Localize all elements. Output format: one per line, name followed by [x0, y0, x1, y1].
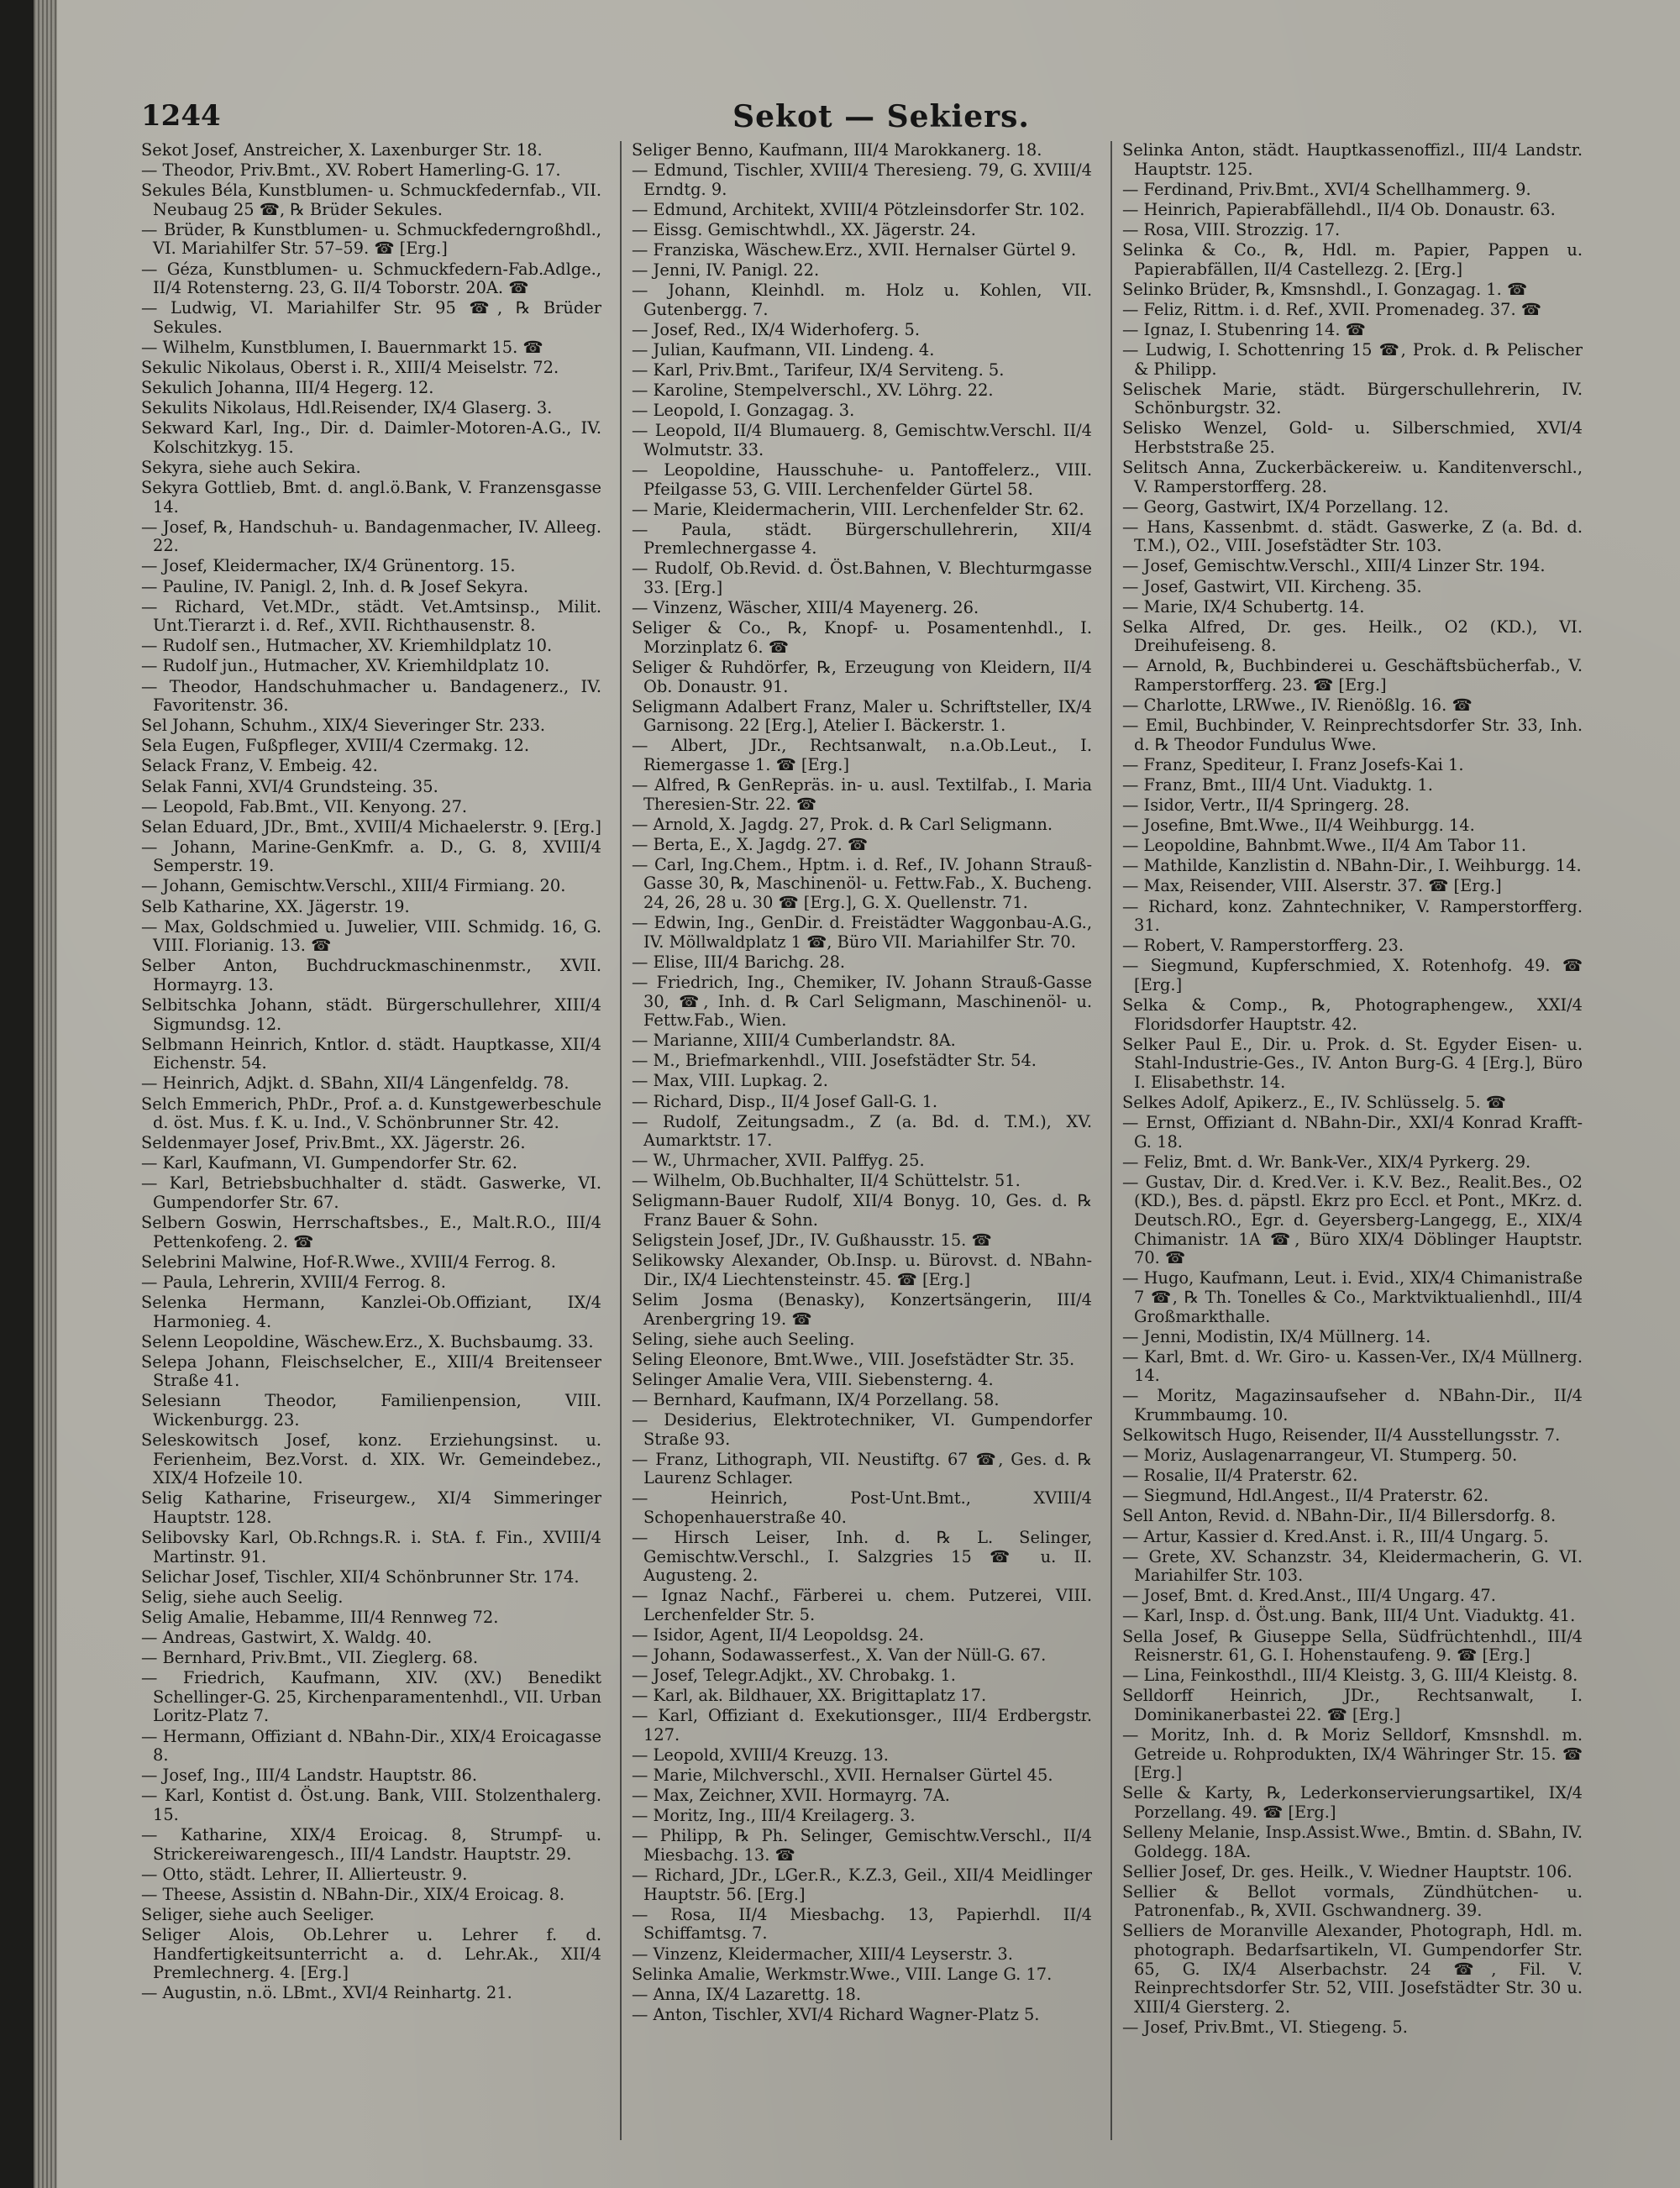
directory-entry: Selinko Brüder, ℞, Kmsnshdl., I. Gonzagag. 1. ☎: [1122, 279, 1528, 299]
directory-entry: Selinger Amalie Vera, VIII. Siebensterng. 4.: [632, 1369, 994, 1389]
directory-column-1: [141, 141, 601, 2157]
directory-entry: — Josef, Gemischtw.Verschl., XIII/4 Linzer Str. 194.: [1122, 556, 1546, 576]
directory-entry: Sekulich Johanna, III/4 Hegerg. 12.: [141, 378, 434, 398]
directory-entry: Selb Katharine, XX. Jägerstr. 19.: [141, 896, 410, 916]
directory-entry: Selisko Wenzel, Gold- u. Silberschmied, XVI/4 Herbststraße 25.: [1122, 418, 1583, 457]
directory-entry: Sekulits Nikolaus, Hdl.Reisender, IX/4 Glaserg. 3.: [141, 398, 553, 418]
directory-entry: — Albert, JDr., Rechtsanwalt, n.a.Ob.Leut., I. Riemergasse 1. ☎ [Erg.]: [632, 736, 1092, 774]
directory-entry: Selbitschka Johann, städt. Bürgerschullehrer, XIII/4 Sigmundsg. 12.: [141, 995, 601, 1034]
directory-entry: — Ignaz, I. Stubenring 14. ☎: [1122, 319, 1366, 339]
directory-entry: — Karoline, Stempelverschl., XV. Löhrg. 22.: [632, 380, 994, 401]
directory-entry: — Katharine, XIX/4 Eroicag. 8, Strumpf- u. Strickereiwarengesch., III/4 Landstr. Hauptstr. 29.: [141, 1824, 601, 1864]
directory-entry: Selkes Adolf, Apikerz., E., IV. Schlüsselg. 5. ☎: [1122, 1093, 1506, 1112]
directory-entry: — Theese, Assistin d. NBahn-Dir., XIX/4 Eroicag. 8.: [141, 1884, 565, 1904]
directory-entry: — Rosa, VIII. Strozzig. 17.: [1122, 219, 1341, 239]
directory-entry: Seliger Benno, Kaufmann, III/4 Marokkanerg. 18.: [632, 141, 1042, 160]
directory-entry: Seleskowitsch Josef, konz. Erziehungsinst. u. Ferienheim, Bez.Vorst. d. XIX. Wr. Gemeindebez., XIX/4 Hofzeile 10.: [141, 1430, 601, 1488]
directory-entry: — Carl, Ing.Chem., Hptm. i. d. Ref., IV. Johann Strauß-Gasse 30, ℞, Maschinenöl- u. Fettw.Fab., X. Bucheng. 24, 26, 28 u. 30 ☎ [Erg.], G. X. Quellenstr. 71.: [632, 854, 1092, 913]
directory-entry: — Rosalie, II/4 Praterstr. 62.: [1122, 1466, 1358, 1486]
directory-entry: — Robert, V. Ramperstorfferg. 23.: [1122, 936, 1404, 956]
directory-entry: Selker Paul E., Dir. u. Prok. d. St. Egyder Eisen- u. Stahl-Industrie-Ges., IV. Anton Burg-G. 4 [Erg.], Büro I. Elisabethstr. 14.: [1122, 1034, 1583, 1092]
directory-entry: — Philipp, ℞ Ph. Selinger, Gemischtw.Verschl., II/4 Miesbachg. 13. ☎: [632, 1826, 1092, 1865]
directory-entry: Sekulic Nikolaus, Oberst i. R., XIII/4 Meiselstr. 72.: [141, 358, 559, 378]
directory-entry: Seling Eleonore, Bmt.Wwe., VIII. Josefstädter Str. 35.: [632, 1349, 1075, 1369]
directory-entry: — W., Uhrmacher, XVII. Palffyg. 25.: [632, 1151, 925, 1171]
directory-entry: Selch Emmerich, PhDr., Prof. a. d. Kunstgewerbeschule d. öst. Mus. f. K. u. Ind., V. Schönbrunner Str. 42.: [141, 1094, 601, 1133]
directory-entry: — Elise, III/4 Barichg. 28.: [632, 952, 846, 972]
directory-entry: — Georg, Gastwirt, IX/4 Porzellang. 12.: [1122, 496, 1449, 517]
directory-entry: Seling, siehe auch Seeling.: [632, 1329, 855, 1349]
directory-entry: — Josef, Red., IX/4 Widerhoferg. 5.: [632, 319, 920, 339]
directory-entry: Selan Eduard, JDr., Bmt., XVIII/4 Michaelerstr. 9. [Erg.]: [141, 816, 601, 837]
directory-entry: — Marie, Kleidermacherin, VIII. Lerchenfelder Str. 62.: [632, 499, 1084, 519]
directory-entry: Selkowitsch Hugo, Reisender, II/4 Ausstellungsstr. 7.: [1122, 1425, 1561, 1446]
directory-entry: — Anton, Tischler, XVI/4 Richard Wagner-Platz 5.: [632, 2004, 1040, 2024]
directory-entry: Selesiann Theodor, Familienpension, VIII. Wickenburgg. 23.: [141, 1391, 601, 1430]
directory-entry: Selenka Hermann, Kanzlei-Ob.Offiziant, IX/4 Harmonieg. 4.: [141, 1292, 601, 1331]
directory-entry: — Max, VIII. Lupkag. 2.: [632, 1071, 828, 1091]
directory-entry: Seliger Alois, Ob.Lehrer u. Lehrer f. d. Handfertigkeitsunterricht a. d. Lehr.Ak., XII/4 Premlechnerg. 4. [Erg.]: [141, 1924, 601, 1983]
directory-entry: Selenn Leopoldine, Wäschew.Erz., X. Buchsbaumg. 33.: [141, 1331, 594, 1351]
directory-entry: Selichar Josef, Tischler, XII/4 Schönbrunner Str. 174.: [141, 1566, 580, 1587]
directory-entry: — Richard, Disp., II/4 Josef Gall-G. 1.: [632, 1091, 938, 1111]
directory-entry: — Marie, Milchverschl., XVII. Hernalser Gürtel 45.: [632, 1766, 1053, 1786]
directory-entry: Selliers de Moranville Alexander, Photograph, Hdl. m. photograph. Bedarfsartikeln, VI. Gumpendorfer Str. 65, G. IX/4 Alserbachstr. 24 ☎, Fil. V. Reinprechtsdorfer Str. 52, VIII. Josefstädter Str. 30 u. XIII/4 Giersterg. 2.: [1122, 1921, 1583, 2017]
directory-entry: — Johann, Kleinhdl. m. Holz u. Kohlen, VII. Gutenbergg. 7.: [632, 281, 1092, 319]
directory-entry: Seligmann Adalbert Franz, Maler u. Schriftsteller, IX/4 Garnisong. 22 [Erg.], Atelier I. Bäckerstr. 1.: [632, 696, 1092, 736]
directory-entry: — Emil, Buchbinder, V. Reinprechtsdorfer Str. 33, Inh. d. ℞ Theodor Fundulus Wwe.: [1122, 716, 1583, 754]
directory-entry: — Josef, Gastwirt, VII. Kircheng. 35.: [1122, 576, 1422, 596]
page-number: 1244: [141, 99, 221, 133]
directory-entry: Sellier Josef, Dr. ges. Heilk., V. Wiedner Hauptstr. 106.: [1122, 1861, 1572, 1881]
directory-entry: — Moritz, Magazinsaufseher d. NBahn-Dir., II/4 Krummbaumg. 10.: [1122, 1386, 1583, 1425]
directory-entry: — Franziska, Wäschew.Erz., XVII. Hernalser Gürtel 9.: [632, 239, 1077, 260]
directory-entry: — Max, Zeichner, XVII. Hormayrg. 7A.: [632, 1786, 950, 1806]
directory-entry: — Rudolf, Zeitungsadm., Z (a. Bd. d. T.M.), XV. Aumarktstr. 17.: [632, 1111, 1092, 1151]
directory-entry: Sel Johann, Schuhm., XIX/4 Sieveringer Str. 233.: [141, 716, 546, 736]
directory-entry: — Johann, Gemischtw.Verschl., XIII/4 Firmiang. 20.: [141, 876, 566, 896]
directory-entry: — Rudolf jun., Hutmacher, XV. Kriemhildplatz 10.: [141, 656, 550, 676]
directory-entry: — Marianne, XIII/4 Cumberlandstr. 8A.: [632, 1031, 956, 1051]
directory-entry: — Friedrich, Ing., Chemiker, IV. Johann Strauß-Gasse 30, ☎, Inh. d. ℞ Carl Seligmann, Maschinenöl- u. Fettw.Fab., Wien.: [632, 972, 1092, 1031]
directory-entry: Selbmann Heinrich, Kntlor. d. städt. Hauptkasse, XII/4 Eichenstr. 54.: [141, 1034, 601, 1073]
directory-entry: — Moritz, Ing., III/4 Kreilagerg. 3.: [632, 1806, 916, 1826]
directory-entry: — Moriz, Auslagenarrangeur, VI. Stumperg. 50.: [1122, 1446, 1518, 1466]
directory-entry: Seligmann-Bauer Rudolf, XII/4 Bonyg. 10, Ges. d. ℞ Franz Bauer & Sohn.: [632, 1191, 1092, 1230]
directory-entry: — Theodor, Handschuhmacher u. Bandagenerz., IV. Favoritenstr. 36.: [141, 676, 601, 716]
directory-entry: — Josefine, Bmt.Wwe., II/4 Weihburgg. 14.: [1122, 816, 1475, 836]
directory-entry: — Max, Reisender, VIII. Alserstr. 37. ☎ [Erg.]: [1122, 876, 1502, 896]
directory-column-3: [1122, 141, 1583, 2157]
directory-entry: — Josef, Priv.Bmt., VI. Stiegeng. 5.: [1122, 2017, 1408, 2037]
directory-entry: — Julian, Kaufmann, VII. Lindeng. 4.: [632, 339, 935, 359]
directory-entry: — Rudolf, Ob.Revid. d. Öst.Bahnen, V. Blechturmgasse 33. [Erg.]: [632, 559, 1092, 598]
directory-entry: Selepa Johann, Fleischselcher, E., XIII/4 Breitenseer Straße 41.: [141, 1351, 601, 1391]
directory-entry: — Franz, Bmt., III/4 Unt. Viaduktg. 1.: [1122, 775, 1433, 795]
directory-entry: — Moritz, Inh. d. ℞ Moriz Selldorf, Kmsnshdl. m. Getreide u. Rohprodukten, IX/4 Währinger Str. 15. ☎ [Erg.]: [1122, 1725, 1583, 1783]
directory-entry: — Wilhelm, Kunstblumen, I. Bauernmarkt 15. ☎: [141, 337, 543, 357]
directory-entry: — Marie, IX/4 Schubertg. 14.: [1122, 596, 1365, 617]
directory-entry: — Berta, E., X. Jagdg. 27. ☎: [632, 834, 869, 854]
directory-entry: — Bernhard, Priv.Bmt., VII. Zieglerg. 68.: [141, 1648, 479, 1668]
directory-entry: Selischek Marie, städt. Bürgerschullehrerin, IV. Schönburgstr. 32.: [1122, 379, 1583, 418]
directory-entry: — Augustin, n.ö. LBmt., XVI/4 Reinhartg. 21.: [141, 1983, 512, 2003]
directory-entry: Selibovsky Karl, Ob.Rchngs.R. i. StA. f. Fin., XVIII/4 Martinstr. 91.: [141, 1528, 601, 1566]
directory-entry: — Heinrich, Adjkt. d. SBahn, XII/4 Längenfeldg. 78.: [141, 1073, 570, 1094]
directory-entry: — Pauline, IV. Panigl. 2, Inh. d. ℞ Josef Sekyra.: [141, 576, 529, 596]
directory-entry: Selber Anton, Buchdruckmaschinenmstr., XVII. Hormayrg. 13.: [141, 956, 601, 994]
directory-page: [34, 0, 1680, 2188]
directory-entry: Selikowsky Alexander, Ob.Insp. u. Bürovst. d. NBahn-Dir., IX/4 Liechtensteinstr. 45. ☎ [Erg.]: [632, 1251, 1092, 1289]
directory-entry: — Karl, Kaufmann, VI. Gumpendorfer Str. 62.: [141, 1153, 517, 1173]
directory-entry: — Karl, Priv.Bmt., Tarifeur, IX/4 Serviteng. 5.: [632, 360, 1005, 380]
directory-entry: Selldorff Heinrich, JDr., Rechtsanwalt, I. Dominikanerbastei 22. ☎ [Erg.]: [1122, 1686, 1583, 1724]
directory-entry: — Leopoldine, Hausschuhe- u. Pantoffelerz., VIII. Pfeilgasse 53, G. VIII. Lerchenfelder Gürtel 58.: [632, 460, 1092, 499]
directory-entry: — Isidor, Agent, II/4 Leopoldsg. 24.: [632, 1625, 925, 1645]
directory-entry: — Brüder, ℞ Kunstblumen- u. Schmuckfederngroßhdl., VI. Mariahilfer Str. 57–59. ☎ [Erg.]: [141, 219, 601, 259]
directory-entry: — Karl, Insp. d. Öst.ung. Bank, III/4 Unt. Viaduktg. 41.: [1122, 1606, 1576, 1626]
directory-entry: — Arnold, X. Jagdg. 27, Prok. d. ℞ Carl Seligmann.: [632, 814, 1053, 834]
directory-entry: — Ignaz Nachf., Färberei u. chem. Putzerei, VIII. Lerchenfelder Str. 5.: [632, 1586, 1092, 1624]
directory-entry: Sell Anton, Revid. d. NBahn-Dir., II/4 Billersdorfg. 8.: [1122, 1506, 1557, 1526]
directory-entry: — Edmund, Tischler, XVIII/4 Theresieng. 79, G. XVIII/4 Erndtg. 9.: [632, 160, 1092, 199]
directory-entry: Selleny Melanie, Insp.Assist.Wwe., Bmtin. d. SBahn, IV. Goldegg. 18A.: [1122, 1822, 1583, 1861]
directory-entry: — Theodor, Priv.Bmt., XV. Robert Hamerling-G. 17.: [141, 160, 561, 181]
directory-entry: — Edwin, Ing., GenDir. d. Freistädter Waggonbau-A.G., IV. Möllwaldplatz 1 ☎, Büro VII. Mariahilfer Str. 70.: [632, 913, 1092, 952]
directory-entry: — Josef, ℞, Handschuh- u. Bandagenmacher, IV. Alleeg. 22.: [141, 517, 601, 556]
directory-entry: Sella Josef, ℞ Giuseppe Sella, Südfrüchtenhdl., III/4 Reisnerstr. 61, G. I. Hohenstaufeng. 9. ☎ [Erg.]: [1122, 1626, 1583, 1666]
directory-entry: — Leopold, II/4 Blumauerg. 8, Gemischtw.Verschl. II/4 Wolmutstr. 33.: [632, 421, 1092, 459]
directory-entry: Sekyra Gottlieb, Bmt. d. angl.ö.Bank, V. Franzensgasse 14.: [141, 478, 601, 517]
directory-entry: Selinka & Co., ℞, Hdl. m. Papier, Pappen u. Papierabfällen, II/4 Castellezg. 2. [Erg.]: [1122, 239, 1583, 279]
directory-entry: — Josef, Ing., III/4 Landstr. Hauptstr. 86.: [141, 1766, 478, 1786]
directory-entry: — Mathilde, Kanzlistin d. NBahn-Dir., I. Weihburgg. 14.: [1122, 856, 1582, 876]
directory-entry: — Karl, Offiziant d. Exekutionsger., III/4 Erdbergstr. 127.: [632, 1706, 1092, 1745]
directory-entry: — Siegmund, Hdl.Angest., II/4 Praterstr. 62.: [1122, 1486, 1489, 1506]
directory-entry: — Josef, Bmt. d. Kred.Anst., III/4 Ungarg. 47.: [1122, 1586, 1496, 1606]
directory-entry: — Vinzenz, Kleidermacher, XIII/4 Leyserstr. 3.: [632, 1944, 1013, 1964]
directory-entry: — Anna, IX/4 Lazarettg. 18.: [632, 1984, 862, 2004]
directory-entry: Sellier & Bellot vormals, Zündhütchen- u. Patronenfab., ℞, XVII. Gschwandnerg. 39.: [1122, 1881, 1583, 1921]
directory-entry: — Grete, XV. Schanzstr. 34, Kleidermacherin, G. VI. Mariahilfer Str. 103.: [1122, 1546, 1583, 1586]
directory-entry: Selinka Anton, städt. Hauptkassenoffizl., III/4 Landstr. Hauptstr. 125.: [1122, 141, 1583, 179]
directory-entry: Selka Alfred, Dr. ges. Heilk., O2 (KD.), VI. Dreihufeiseng. 8.: [1122, 617, 1583, 656]
directory-entry: Seldenmayer Josef, Priv.Bmt., XX. Jägerstr. 26.: [141, 1133, 526, 1153]
directory-entry: Selebrini Malwine, Hof-R.Wwe., XVIII/4 Ferrog. 8.: [141, 1251, 556, 1272]
directory-entry: Seliger & Ruhdörfer, ℞, Erzeugung von Kleidern, II/4 Ob. Donaustr. 91.: [632, 657, 1092, 696]
directory-entry: — Leopold, Fab.Bmt., VII. Kenyong. 27.: [141, 796, 468, 816]
directory-entry: Sekyra, siehe auch Sekira.: [141, 458, 361, 477]
directory-entry: — M., Briefmarkenhdl., VIII. Josefstädter Str. 54.: [632, 1051, 1037, 1071]
directory-entry: — Josef, Kleidermacher, IX/4 Grünentorg. 15.: [141, 556, 516, 576]
directory-entry: Sekward Karl, Ing., Dir. d. Daimler-Motoren-A.G., IV. Kolschitzkyg. 15.: [141, 418, 601, 457]
directory-entry: Sekules Béla, Kunstblumen- u. Schmuckfedernfab., VII. Neubaug 25 ☎, ℞ Brüder Sekules.: [141, 181, 601, 219]
directory-entry: — Heinrich, Papierabfällehdl., II/4 Ob. Donaustr. 63.: [1122, 199, 1556, 219]
directory-entry: — Bernhard, Kaufmann, IX/4 Porzellang. 58.: [632, 1389, 1000, 1409]
directory-entry: — Hirsch Leiser, Inh. d. ℞ L. Selinger, Gemischtw.Verschl., I. Salzgries 15 ☎ u. II. Augusteng. 2.: [632, 1528, 1092, 1586]
directory-entry: — Hans, Kassenbmt. d. städt. Gaswerke, Z (a. Bd. d. T.M.), O2., VIII. Josefstädter Str. 103.: [1122, 517, 1583, 556]
directory-entry: — Ernst, Offiziant d. NBahn-Dir., XXI/4 Konrad Krafft-G. 18.: [1122, 1113, 1583, 1152]
directory-entry: Selak Fanni, XVI/4 Grundsteing. 35.: [141, 776, 438, 796]
directory-entry: — Feliz, Rittm. i. d. Ref., XVII. Promenadeg. 37. ☎: [1122, 299, 1541, 319]
directory-entry: Selim Josma (Benasky), Konzertsängerin, III/4 Arenbergring 19. ☎: [632, 1289, 1092, 1329]
directory-entry: Seligstein Josef, JDr., IV. Gußhausstr. 15. ☎: [632, 1230, 992, 1251]
directory-entry: — Andreas, Gastwirt, X. Waldg. 40.: [141, 1628, 433, 1648]
directory-entry: — Wilhelm, Ob.Buchhalter, II/4 Schüttelstr. 51.: [632, 1171, 1021, 1191]
directory-entry: Selinka Amalie, Werkmstr.Wwe., VIII. Lange G. 17.: [632, 1964, 1053, 1984]
directory-entry: — Hermann, Offiziant d. NBahn-Dir., XIX/4 Eroicagasse 8.: [141, 1726, 601, 1766]
directory-entry: — Paula, städt. Bürgerschullehrerin, XII/4 Premlechnergasse 4.: [632, 519, 1092, 559]
directory-entry: — Jenni, IV. Panigl. 22.: [632, 260, 820, 281]
directory-entry: — Lina, Feinkosthdl., III/4 Kleistg. 3, G. III/4 Kleistg. 8.: [1122, 1666, 1578, 1686]
directory-entry: — Ludwig, I. Schottenring 15 ☎, Prok. d. ℞ Pelischer & Philipp.: [1122, 339, 1583, 379]
directory-entry: — Heinrich, Post-Unt.Bmt., XVIII/4 Schopenhauerstraße 40.: [632, 1488, 1092, 1527]
directory-entry: — Jenni, Modistin, IX/4 Müllnerg. 14.: [1122, 1326, 1431, 1346]
directory-entry: — Leopoldine, Bahnbmt.Wwe., II/4 Am Tabor 11.: [1122, 836, 1527, 856]
directory-entry: — Richard, konz. Zahntechniker, V. Ramperstorfferg. 31.: [1122, 896, 1583, 936]
directory-entry: — Karl, ak. Bildhauer, XX. Brigittaplatz 17.: [632, 1686, 987, 1706]
directory-entry: — Charlotte, LRWwe., IV. Rienößlg. 16. ☎: [1122, 695, 1473, 716]
running-head: Sekot — Sekiers.: [732, 99, 1030, 134]
directory-entry: Seliger, siehe auch Seeliger.: [141, 1904, 375, 1924]
directory-entry: — Hugo, Kaufmann, Leut. i. Evid., XIX/4 Chimanistraße 7 ☎, ℞ Th. Tonelles & Co., Marktviktualienhdl., III/4 Großmarkthalle.: [1122, 1268, 1583, 1326]
directory-entry: — Vinzenz, Wäscher, XIII/4 Mayenerg. 26.: [632, 598, 979, 618]
directory-entry: — Arnold, ℞, Buchbinderei u. Geschäftsbücherfab., V. Ramperstorfferg. 23. ☎ [Erg.]: [1122, 656, 1583, 695]
directory-entry: — Leopold, XVIII/4 Kreuzg. 13.: [632, 1745, 889, 1766]
directory-entry: — Franz, Spediteur, I. Franz Josefs-Kai 1.: [1122, 754, 1464, 774]
directory-entry: — Siegmund, Kupferschmied, X. Rotenhofg. 49. ☎ [Erg.]: [1122, 956, 1583, 994]
directory-entry: Selig, siehe auch Seelig.: [141, 1587, 344, 1607]
directory-entry: — Richard, JDr., LGer.R., K.Z.3, Geil., XII/4 Meidlinger Hauptstr. 56. [Erg.]: [632, 1865, 1092, 1904]
directory-entry: — Ludwig, VI. Mariahilfer Str. 95 ☎, ℞ Brüder Sekules.: [141, 298, 601, 337]
directory-entry: — Johann, Marine-GenKmfr. a. D., G. 8, XVIII/4 Semperstr. 19.: [141, 837, 601, 876]
directory-entry: — Max, Goldschmied u. Juwelier, VIII. Schmidg. 16, G. VIII. Florianig. 13. ☎: [141, 916, 601, 956]
directory-entry: — Rosa, II/4 Miesbachg. 13, Papierhdl. II/4 Schiffamtsg. 7.: [632, 1904, 1092, 1944]
directory-entry: Seliger & Co., ℞, Knopf- u. Posamentenhdl., I. Morzinplatz 6. ☎: [632, 618, 1092, 657]
directory-entry: — Karl, Kontist d. Öst.ung. Bank, VIII. Stolzenthalerg. 15.: [141, 1786, 601, 1824]
directory-entry: Selig Katharine, Friseurgew., XI/4 Simmeringer Hauptstr. 128.: [141, 1488, 601, 1527]
directory-entry: Selitsch Anna, Zuckerbäckereiw. u. Kanditenverschl., V. Ramperstorfferg. 28.: [1122, 458, 1583, 496]
directory-entry: — Isidor, Vertr., II/4 Springerg. 28.: [1122, 795, 1410, 816]
directory-entry: — Karl, Bmt. d. Wr. Giro- u. Kassen-Ver., IX/4 Müllnerg. 14.: [1122, 1346, 1583, 1386]
directory-entry: — Ferdinand, Priv.Bmt., XVI/4 Schellhammerg. 9.: [1122, 179, 1531, 199]
page-edge-shadow: [34, 0, 57, 2188]
column-divider: [620, 141, 622, 2140]
directory-entry: — Karl, Betriebsbuchhalter d. städt. Gaswerke, VI. Gumpendorfer Str. 67.: [141, 1173, 601, 1212]
directory-entry: Sekot Josef, Anstreicher, X. Laxenburger Str. 18.: [141, 141, 543, 160]
directory-entry: — Otto, städt. Lehrer, II. Allierteustr. 9.: [141, 1864, 468, 1884]
directory-entry: Selka & Comp., ℞, Photographengew., XXI/4 Floridsdorfer Hauptstr. 42.: [1122, 995, 1583, 1034]
directory-entry: — Gustav, Dir. d. Kred.Ver. i. K.V. Bez., Realit.Bes., O2 (KD.), Bes. d. päpstl. Ekrz pro Eccl. et Pont., MKrz. d. Deutsch.RO., Egr. d. Geyersberg-Langegg, E., XIX/4 Chimanistr. 1A ☎, Büro XIX/4 Döblinger Hauptstr. 70. ☎: [1122, 1172, 1583, 1268]
directory-entry: Selle & Karty, ℞, Lederkonservierungsartikel, IX/4 Porzellang. 49. ☎ [Erg.]: [1122, 1783, 1583, 1822]
directory-column-2: [632, 141, 1092, 2157]
directory-entry: — Feliz, Bmt. d. Wr. Bank-Ver., XIX/4 Pyrkerg. 29.: [1122, 1152, 1531, 1172]
directory-entry: — Josef, Telegr.Adjkt., XV. Chrobakg. 1.: [632, 1666, 956, 1686]
directory-entry: — Alfred, ℞ GenRepräs. in- u. ausl. Textilfab., I. Maria Theresien-Str. 22. ☎: [632, 775, 1092, 814]
directory-entry: Selack Franz, V. Embeig. 42.: [141, 756, 378, 776]
directory-entry: Selig Amalie, Hebamme, III/4 Rennweg 72.: [141, 1607, 499, 1627]
directory-entry: — Paula, Lehrerin, XVIII/4 Ferrog. 8.: [141, 1272, 446, 1292]
directory-entry: — Rudolf sen., Hutmacher, XV. Kriemhildplatz 10.: [141, 636, 553, 656]
directory-entry: — Franz, Lithograph, VII. Neustiftg. 67 ☎, Ges. d. ℞ Laurenz Schlager.: [632, 1449, 1092, 1488]
directory-entry: — Desiderius, Elektrotechniker, VI. Gumpendorfer Straße 93.: [632, 1410, 1092, 1449]
directory-entry: — Edmund, Architekt, XVIII/4 Pötzleinsdorfer Str. 102.: [632, 199, 1085, 219]
column-divider: [1110, 141, 1112, 2140]
directory-entry: — Géza, Kunstblumen- u. Schmuckfedern-Fab.Adlge., II/4 Rotensterng. 23, G. II/4 Toborstr. 20A. ☎: [141, 259, 601, 298]
directory-entry: — Johann, Sodawasserfest., X. Van der Nüll-G. 67.: [632, 1645, 1047, 1666]
directory-entry: Sela Eugen, Fußpfleger, XVIII/4 Czermakg. 12.: [141, 736, 529, 756]
directory-entry: — Richard, Vet.MDr., städt. Vet.Amtsinsp., Milit. Unt.Tierarzt i. d. Ref., XVII. Richthausenstr. 8.: [141, 596, 601, 636]
directory-entry: — Eissg. Gemischtwhdl., XX. Jägerstr. 24.: [632, 219, 976, 239]
directory-entry: Selbern Goswin, Herrschaftsbes., E., Malt.R.O., III/4 Pettenkofeng. 2. ☎: [141, 1213, 601, 1251]
directory-entry: — Friedrich, Kaufmann, XIV. (XV.) Benedikt Schellinger-G. 25, Kirchenparamentenhdl., VII. Urban Loritz-Platz 7.: [141, 1668, 601, 1726]
directory-entry: — Leopold, I. Gonzagag. 3.: [632, 401, 855, 421]
directory-entry: — Artur, Kassier d. Kred.Anst. i. R., III/4 Ungarg. 5.: [1122, 1526, 1549, 1546]
